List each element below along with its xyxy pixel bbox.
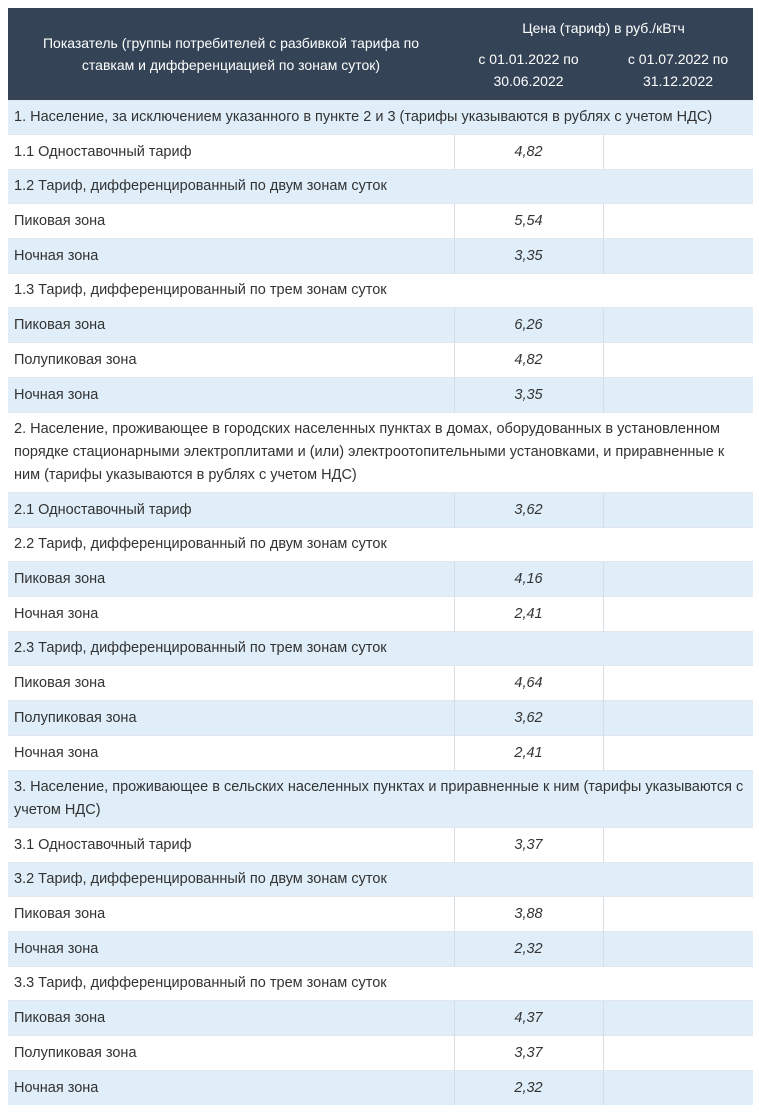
table-row bbox=[8, 135, 753, 170]
period2-value bbox=[603, 1036, 753, 1071]
section-label: 2.3 Тариф, дифференцированный по трем зонам суток bbox=[8, 632, 753, 666]
period1-value: 2,41 bbox=[454, 597, 603, 632]
period2-value bbox=[603, 204, 753, 239]
section-label: 3. Население, проживающее в сельских населенных пунктах и приравненные к ним (тарифы указываются с учетом НДС) bbox=[8, 771, 753, 828]
table-body bbox=[8, 101, 753, 1106]
table-row bbox=[8, 597, 753, 632]
period2-value bbox=[603, 562, 753, 597]
table-row bbox=[8, 528, 753, 562]
period1-column-header: с 01.01.2022 по 30.06.2022 bbox=[454, 44, 603, 101]
table-row bbox=[8, 170, 753, 204]
table-row bbox=[8, 274, 753, 308]
row-label: Полупиковая зона bbox=[8, 343, 454, 378]
period1-value: 4,37 bbox=[454, 1001, 603, 1036]
table-row bbox=[8, 897, 753, 932]
period2-value bbox=[603, 897, 753, 932]
table-row bbox=[8, 493, 753, 528]
table-row bbox=[8, 239, 753, 274]
table-row bbox=[8, 413, 753, 493]
row-label: 2.1 Одноставочный тариф bbox=[8, 493, 454, 528]
table-row bbox=[8, 666, 753, 701]
table-row bbox=[8, 736, 753, 771]
table-row bbox=[8, 1071, 753, 1106]
period1-value: 3,37 bbox=[454, 1036, 603, 1071]
row-label: 3.1 Одноставочный тариф bbox=[8, 828, 454, 863]
table-row bbox=[8, 1001, 753, 1036]
row-label: 1.1 Одноставочный тариф bbox=[8, 135, 454, 170]
period1-value: 3,37 bbox=[454, 828, 603, 863]
section-label: 1.2 Тариф, дифференцированный по двум зонам суток bbox=[8, 170, 753, 204]
table-row bbox=[8, 863, 753, 897]
period2-value bbox=[603, 378, 753, 413]
row-label: Пиковая зона bbox=[8, 308, 454, 343]
table-row bbox=[8, 378, 753, 413]
period1-value: 2,32 bbox=[454, 1071, 603, 1106]
section-label: 3.2 Тариф, дифференцированный по двум зонам суток bbox=[8, 863, 753, 897]
period1-value: 4,16 bbox=[454, 562, 603, 597]
period1-value: 5,54 bbox=[454, 204, 603, 239]
table-row bbox=[8, 1036, 753, 1071]
period2-value bbox=[603, 239, 753, 274]
row-label: Ночная зона bbox=[8, 736, 454, 771]
period2-value bbox=[603, 932, 753, 967]
table-row bbox=[8, 771, 753, 828]
table-row bbox=[8, 204, 753, 239]
section-label: 2.2 Тариф, дифференцированный по двум зонам суток bbox=[8, 528, 753, 562]
table-header bbox=[8, 8, 753, 101]
table-row bbox=[8, 562, 753, 597]
period1-value: 3,62 bbox=[454, 701, 603, 736]
period2-value bbox=[603, 343, 753, 378]
table-row bbox=[8, 101, 753, 135]
period1-value: 3,62 bbox=[454, 493, 603, 528]
period2-value bbox=[603, 828, 753, 863]
section-label: 2. Население, проживающее в городских населенных пунктах в домах, оборудованных в установленном порядке стационарными электроплитами и (или) электроотопительными установками, и приравненные к ним (тарифы указываются в рублях с учетом НДС) bbox=[8, 413, 753, 493]
period2-value bbox=[603, 736, 753, 771]
period1-value: 4,82 bbox=[454, 343, 603, 378]
row-label: Пиковая зона bbox=[8, 562, 454, 597]
table-row bbox=[8, 632, 753, 666]
period2-value bbox=[603, 308, 753, 343]
period1-value: 3,35 bbox=[454, 239, 603, 274]
indicator-column-header: Показатель (группы потребителей с разбивкой тарифа по ставкам и дифференциацией по зонам суток) bbox=[8, 8, 454, 101]
table-row bbox=[8, 343, 753, 378]
period2-value bbox=[603, 493, 753, 528]
period1-value: 4,82 bbox=[454, 135, 603, 170]
period1-value: 3,35 bbox=[454, 378, 603, 413]
section-label: 3.3 Тариф, дифференцированный по трем зонам суток bbox=[8, 967, 753, 1001]
table-row bbox=[8, 828, 753, 863]
table-row bbox=[8, 308, 753, 343]
row-label: Полупиковая зона bbox=[8, 701, 454, 736]
period2-column-header: с 01.07.2022 по 31.12.2022 bbox=[603, 44, 753, 101]
period2-value bbox=[603, 597, 753, 632]
row-label: Пиковая зона bbox=[8, 204, 454, 239]
period2-value bbox=[603, 1071, 753, 1106]
period1-value: 2,32 bbox=[454, 932, 603, 967]
row-label: Ночная зона bbox=[8, 932, 454, 967]
table-row bbox=[8, 701, 753, 736]
section-label: 1.3 Тариф, дифференцированный по трем зонам суток bbox=[8, 274, 753, 308]
tariff-table bbox=[8, 8, 753, 1105]
row-label: Пиковая зона bbox=[8, 897, 454, 932]
table-row bbox=[8, 932, 753, 967]
period2-value bbox=[603, 135, 753, 170]
period2-value bbox=[603, 701, 753, 736]
table-row bbox=[8, 967, 753, 1001]
row-label: Пиковая зона bbox=[8, 1001, 454, 1036]
period1-value: 3,88 bbox=[454, 897, 603, 932]
period2-value bbox=[603, 1001, 753, 1036]
row-label: Ночная зона bbox=[8, 597, 454, 632]
row-label: Пиковая зона bbox=[8, 666, 454, 701]
period1-value: 2,41 bbox=[454, 736, 603, 771]
price-column-header: Цена (тариф) в руб./кВтч bbox=[454, 8, 753, 44]
row-label: Ночная зона bbox=[8, 1071, 454, 1106]
section-label: 1. Население, за исключением указанного в пункте 2 и 3 (тарифы указываются в рублях с учетом НДС) bbox=[8, 101, 753, 135]
row-label: Ночная зона bbox=[8, 378, 454, 413]
period1-value: 6,26 bbox=[454, 308, 603, 343]
row-label: Полупиковая зона bbox=[8, 1036, 454, 1071]
period2-value bbox=[603, 666, 753, 701]
period1-value: 4,64 bbox=[454, 666, 603, 701]
row-label: Ночная зона bbox=[8, 239, 454, 274]
tariff-table-container bbox=[8, 8, 753, 1105]
